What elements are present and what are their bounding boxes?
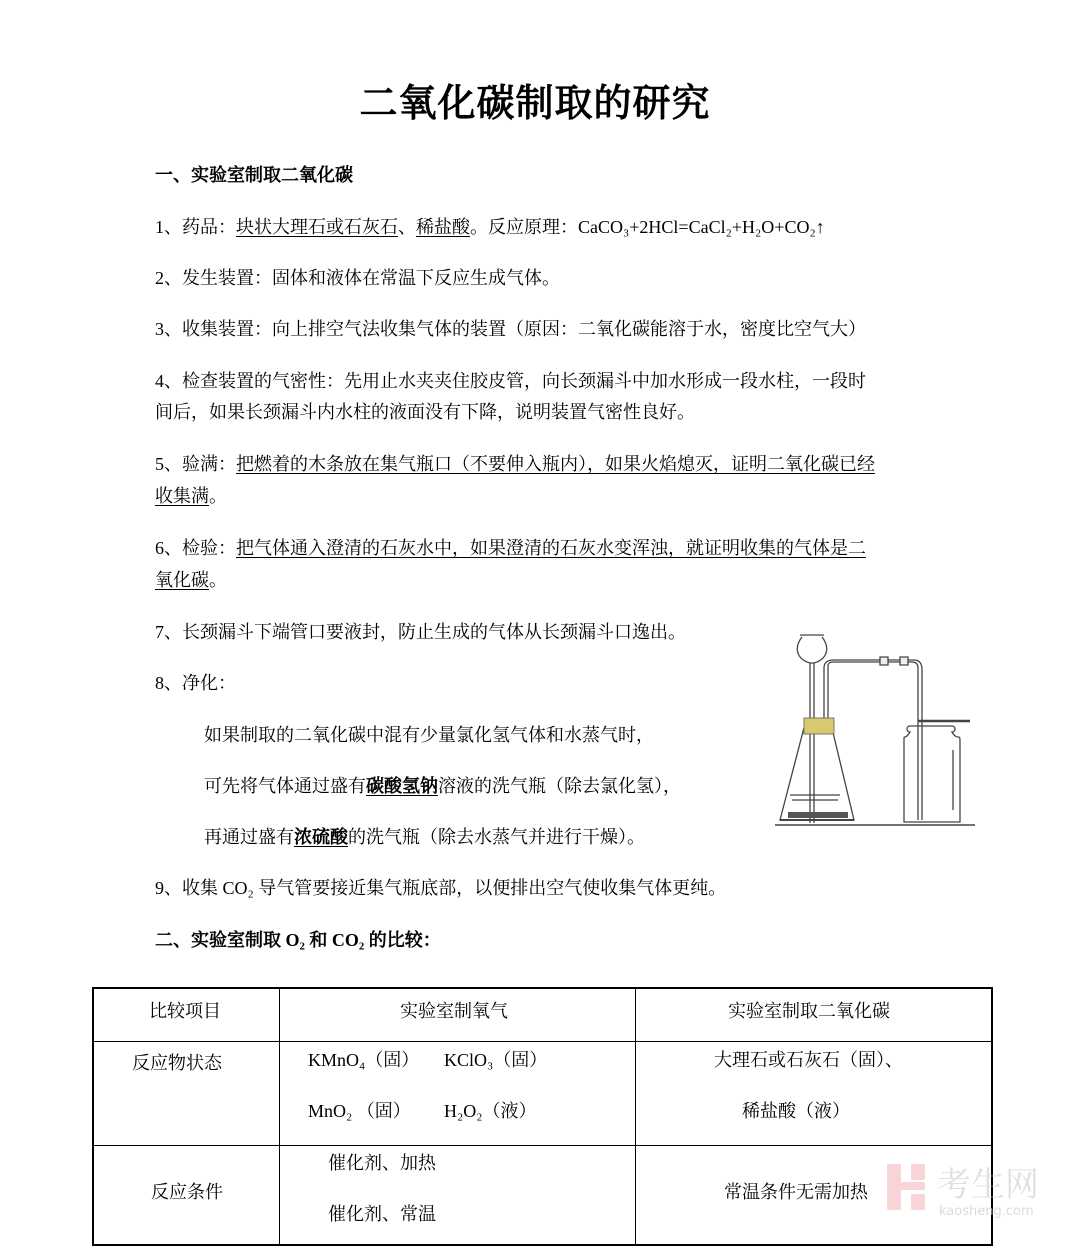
item-4-line2: 间后，如果长颈漏斗内水柱的液面没有下降，说明装置气密性良好。 bbox=[155, 402, 695, 422]
underlined-text: 氧化碳 bbox=[155, 570, 209, 590]
item-8c bbox=[204, 826, 645, 848]
item-3: 3、收集装置：向上排空气法收集气体的装置（原因：二氧化碳能溶于水，密度比空气大） bbox=[155, 319, 866, 339]
item-label: 6、检验： bbox=[155, 538, 236, 558]
text: 。反应原理： bbox=[470, 217, 578, 237]
cell-text: 催化剂、常温 bbox=[328, 1203, 436, 1224]
header-cell: 比较项目 bbox=[149, 1001, 221, 1021]
item-5-line2 bbox=[155, 485, 227, 507]
item-9: 9、收集 CO₂ 导气管要接近集气瓶底部，以便排出空气使收集气体更纯。 bbox=[155, 878, 727, 898]
item-5-line1 bbox=[155, 453, 875, 475]
cell-item: 反应物状态 bbox=[132, 1052, 222, 1073]
watermark-icon bbox=[885, 1160, 1055, 1220]
text: 再通过盛有 bbox=[204, 827, 294, 847]
underlined-text: 把气体通入澄清的石灰水中，如果澄清的石灰水变浑浊，就证明收集的气体是二 bbox=[236, 538, 866, 558]
table-row bbox=[93, 1041, 992, 1145]
item-label: 5、验满： bbox=[155, 454, 236, 474]
cell-text: H₂O₂（液） bbox=[444, 1100, 537, 1121]
cell-text: MnO₂ （固） bbox=[308, 1100, 411, 1121]
watermark-text: 考生网 bbox=[937, 1165, 1039, 1205]
section2-heading: 二、实验室制取 O₂ 和 CO₂ 的比较： bbox=[155, 930, 441, 950]
comparison-table bbox=[92, 987, 993, 1246]
cell-text: 催化剂、加热 bbox=[328, 1152, 436, 1173]
item-6-line2 bbox=[155, 569, 227, 591]
text: 。 bbox=[209, 486, 227, 506]
underlined-text: 块状大理石或石灰石 bbox=[236, 217, 398, 237]
cell-text: 常温条件无需加热 bbox=[724, 1181, 868, 1202]
item-label: 1、药品： bbox=[155, 217, 236, 237]
cell-item: 反应条件 bbox=[151, 1181, 223, 1202]
item-8b bbox=[204, 775, 681, 797]
item-6-line1 bbox=[155, 537, 866, 559]
header-cell: 实验室制氧气 bbox=[400, 1001, 508, 1021]
bold-underlined-text: 碳酸氢钠 bbox=[366, 776, 438, 796]
cell-text: 稀盐酸（液） bbox=[742, 1100, 850, 1121]
text: 可先将气体通过盛有 bbox=[204, 776, 366, 796]
watermark-subtext: kaosheng.com bbox=[939, 1204, 1034, 1219]
item-8: 8、净化： bbox=[155, 673, 236, 693]
item-1 bbox=[155, 216, 825, 238]
co2-apparatus-figure bbox=[770, 630, 980, 835]
separator: 、 bbox=[398, 217, 416, 237]
bold-underlined-text: 浓硫酸 bbox=[294, 827, 348, 847]
item-4-line1: 4、检查装置的气密性：先用止水夹夹住胶皮管，向长颈漏斗中加水形成一段水柱，一段时 bbox=[155, 371, 866, 391]
item-7: 7、长颈漏斗下端管口要液封，防止生成的气体从长颈漏斗口逸出。 bbox=[155, 622, 686, 642]
watermark-logo bbox=[885, 1160, 1055, 1225]
cell-text: KMnO₄（固） bbox=[308, 1049, 420, 1070]
item-2: 2、发生装置：固体和液体在常温下反应生成气体。 bbox=[155, 268, 560, 288]
underlined-text: 收集满 bbox=[155, 486, 209, 506]
text: 。 bbox=[209, 570, 227, 590]
chemical-equation: CaCO₃+2HCl=CaCl₂+H₂O+CO₂↑ bbox=[578, 217, 825, 237]
table-header-row bbox=[93, 988, 992, 1041]
underlined-text: 稀盐酸 bbox=[416, 217, 470, 237]
header-cell: 实验室制取二氧化碳 bbox=[728, 1001, 890, 1021]
cell-text: KClO₃（固） bbox=[444, 1049, 548, 1070]
underlined-text: 把燃着的木条放在集气瓶口（不要伸入瓶内），如果火焰熄灭，证明二氧化碳已经 bbox=[236, 454, 875, 474]
section1-heading: 一、实验室制取二氧化碳 bbox=[155, 165, 353, 185]
item-8a: 如果制取的二氧化碳中混有少量氯化氢气体和水蒸气时， bbox=[204, 725, 654, 745]
page-title: 二氧化碳制取的研究 bbox=[359, 83, 711, 125]
table-row bbox=[93, 1145, 992, 1245]
text: 的洗气瓶（除去水蒸气并进行干燥）。 bbox=[348, 827, 645, 847]
text: 溶液的洗气瓶（除去氯化氢）， bbox=[438, 776, 681, 796]
cell-text: 大理石或石灰石（固）、 bbox=[714, 1049, 903, 1070]
